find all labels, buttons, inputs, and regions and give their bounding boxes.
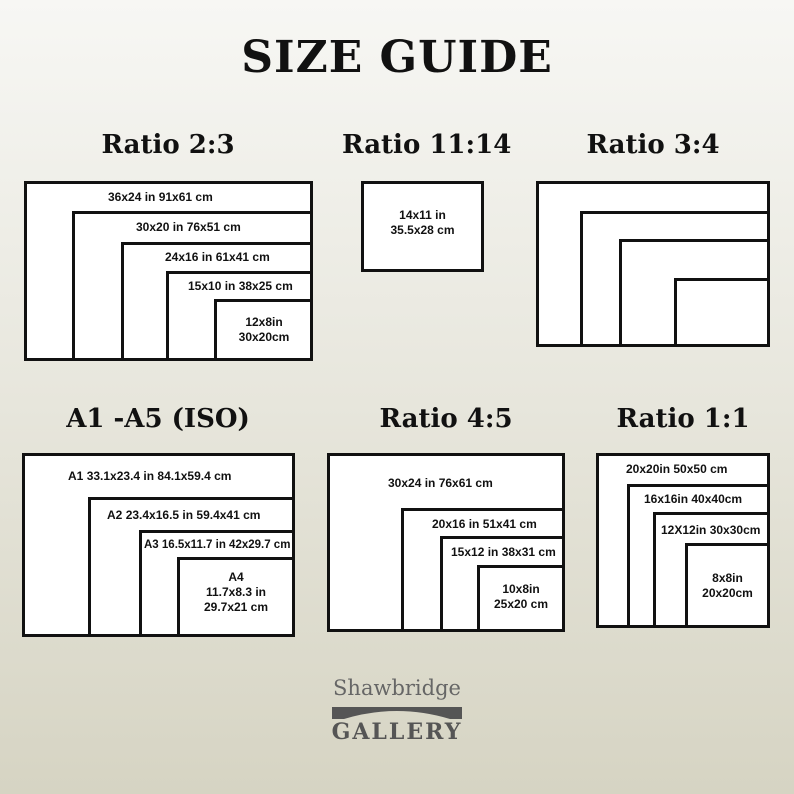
heading-ratio-2-3: Ratio 2:3	[101, 130, 235, 160]
heading-iso: A1 -A5 (ISO)	[66, 404, 250, 434]
brand-sub: GALLERY	[331, 719, 463, 745]
size-label: 12X12in 30x30cm	[661, 523, 761, 537]
heading-ratio-11-14: Ratio 11:14	[342, 130, 512, 160]
page-title: SIZE GUIDE	[241, 32, 553, 83]
brand-name: Shawbridge	[333, 676, 461, 700]
size-label: 24x16 in 61x41 cm	[165, 250, 270, 264]
size-label: A4 11.7x8.3 in 29.7x21 cm	[203, 570, 269, 614]
size-label: 30x24 in 76x61 cm	[388, 476, 493, 490]
size-label: 12x8in 30x20cm	[238, 315, 290, 344]
size-label: 20x20in 50x50 cm	[626, 462, 728, 476]
size-label: 15x10 in 38x25 cm	[188, 279, 293, 293]
size-label: 14x11 in 35.5x28 cm	[390, 208, 455, 237]
heading-ratio-4-5: Ratio 4:5	[379, 404, 513, 434]
size-label: 30x20 in 76x51 cm	[136, 220, 241, 234]
size-label: 10x8in 25x20 cm	[493, 582, 549, 611]
size-label: 36x24 in 91x61 cm	[108, 190, 213, 204]
size-label: 20x16 in 51x41 cm	[432, 517, 537, 531]
frame-3-4-smallest	[674, 278, 770, 347]
size-label: A2 23.4x16.5 in 59.4x41 cm	[107, 508, 261, 522]
size-label: A1 33.1x23.4 in 84.1x59.4 cm	[68, 469, 232, 483]
size-label: 15x12 in 38x31 cm	[451, 545, 556, 559]
bridge-arch-icon	[330, 701, 464, 721]
heading-ratio-3-4: Ratio 3:4	[586, 130, 720, 160]
size-label: 16x16in 40x40cm	[644, 492, 743, 506]
size-label: A3 16.5x11.7 in 42x29.7 cm	[144, 539, 291, 551]
size-label: 8x8in 20x20cm	[702, 571, 753, 600]
heading-ratio-1-1: Ratio 1:1	[616, 404, 750, 434]
